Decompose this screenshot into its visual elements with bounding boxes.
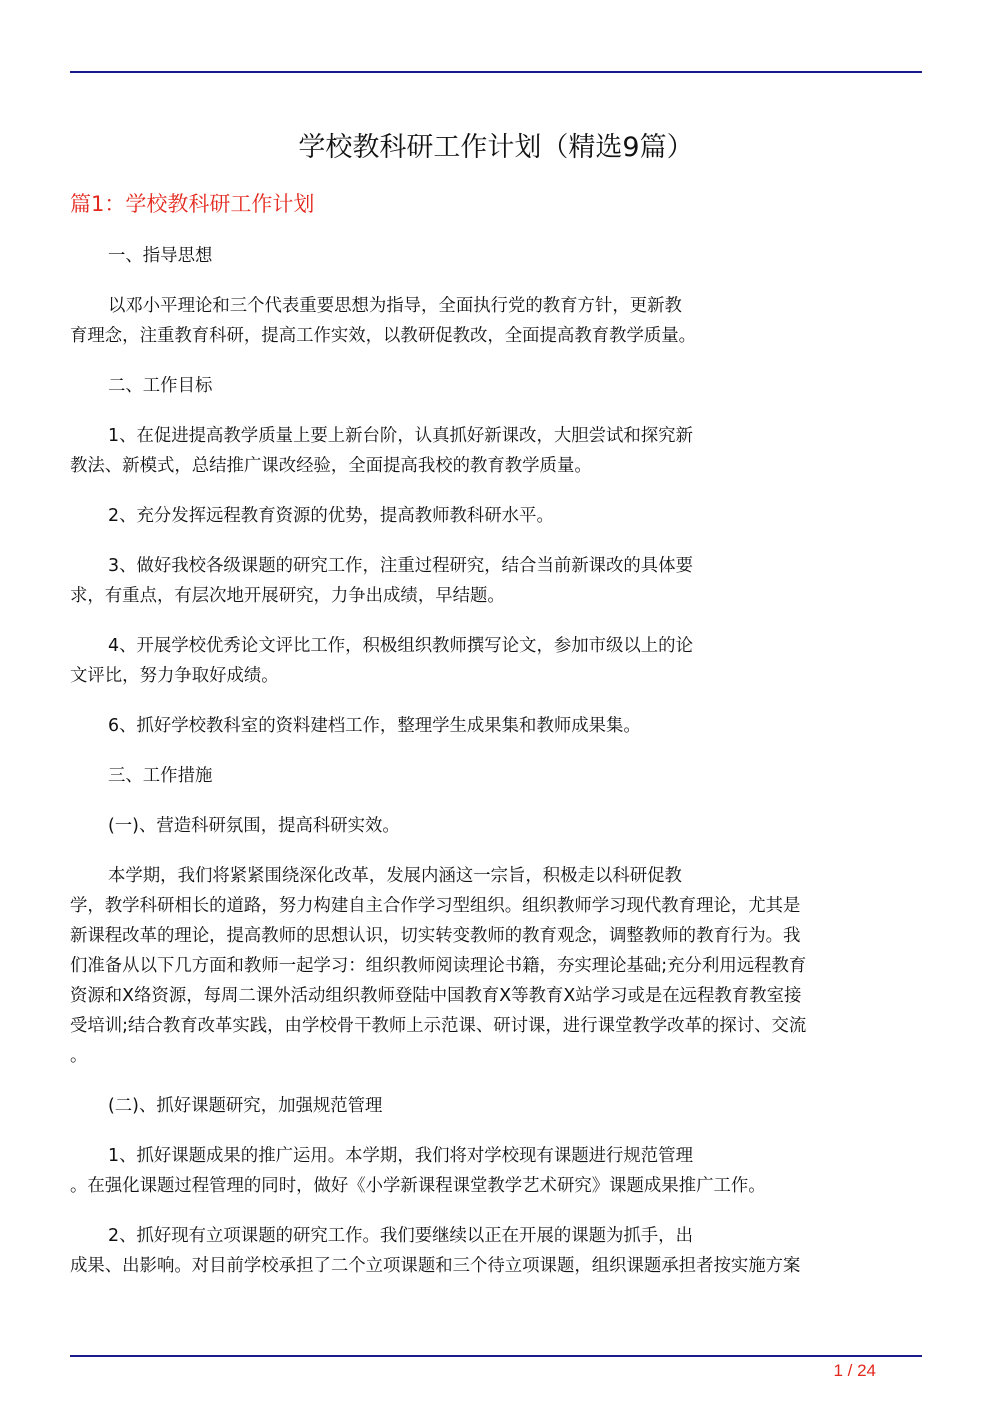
section-heading: 篇1：学校教科研工作计划 (70, 192, 315, 216)
text-line: 教法、新模式，总结推广课改经验，全面提高我校的教育教学质量。 (70, 456, 592, 476)
footer-rule (70, 1355, 922, 1357)
paragraph (70, 761, 922, 791)
document-body (70, 241, 922, 1301)
paragraph (70, 631, 922, 691)
paragraph (70, 241, 922, 271)
text-line: 育理念，注重教育科研，提高工作实效，以教研促教改，全面提高教育教学质量。 (70, 326, 697, 346)
paragraph (70, 291, 922, 351)
page-number: 1 / 24 (833, 1361, 876, 1380)
text-line: 4、开展学校优秀论文评比工作，积极组织教师撰写论文，参加市级以上的论 (108, 636, 693, 656)
text-line: 受培训;结合教育改革实践，由学校骨干教师上示范课、研讨课，进行课堂教学改革的探讨、交流 (70, 1016, 807, 1036)
text-line: 二、工作目标 (108, 376, 213, 396)
paragraph (70, 811, 922, 841)
document-title: 学校教科研工作计划（精选9篇） (298, 132, 694, 163)
paragraph (70, 551, 922, 611)
text-line: 新课程改革的理论，提高教师的思想认识，切实转变教师的教育观念，调整教师的教育行为。我 (70, 926, 801, 946)
paragraph (70, 711, 922, 741)
text-line: 们准备从以下几方面和教师一起学习：组织教师阅读理论书籍，夯实理论基础;充分利用远程教育 (70, 956, 807, 976)
text-line: 1、抓好课题成果的推广运用。本学期，我们将对学校现有课题进行规范管理 (108, 1146, 693, 1166)
text-line: 6、抓好学校教科室的资料建档工作，整理学生成果集和教师成果集。 (108, 716, 641, 736)
text-line: 。在强化课题过程管理的同时，做好《小学新课程课堂教学艺术研究》课题成果推广工作。 (70, 1176, 766, 1196)
paragraph (70, 1141, 922, 1201)
paragraph (70, 501, 922, 531)
text-line: (二)、抓好课题研究，加强规范管理 (108, 1096, 383, 1116)
text-line: 3、做好我校各级课题的研究工作，注重过程研究，结合当前新课改的具体要 (108, 556, 693, 576)
text-line: 成果、出影响。对目前学校承担了二个立项课题和三个待立项课题，组织课题承担者按实施方案 (70, 1256, 801, 1276)
paragraph (70, 1091, 922, 1121)
header-rule (70, 71, 922, 73)
paragraph (70, 861, 922, 1071)
paragraph (70, 421, 922, 481)
text-line: 2、抓好现有立项课题的研究工作。我们要继续以正在开展的课题为抓手，出 (108, 1226, 693, 1246)
text-line: 本学期，我们将紧紧围绕深化改革，发展内涵这一宗旨，积极走以科研促教 (108, 866, 682, 886)
text-line: 一、指导思想 (108, 246, 213, 266)
text-line: 2、充分发挥远程教育资源的优势，提高教师教科研水平。 (108, 506, 554, 526)
text-line: 以邓小平理论和三个代表重要思想为指导，全面执行党的教育方针，更新教 (108, 296, 682, 316)
paragraph (70, 371, 922, 401)
paragraph (70, 1221, 922, 1281)
text-line: 三、工作措施 (108, 766, 213, 786)
text-line: 资源和X络资源，每周二课外活动组织教师登陆中国教育X等教育X站学习或是在远程教育教室接 (70, 986, 802, 1006)
text-line: (一)、营造科研氛围，提高科研实效。 (108, 816, 400, 836)
text-line: 学，教学科研相长的道路，努力构建自主合作学习型组织。组织教师学习现代教育理论，尤其是 (70, 896, 801, 916)
text-line: 。 (70, 1046, 88, 1066)
text-line: 1、在促进提高教学质量上要上新台阶，认真抓好新课改，大胆尝试和探究新 (108, 426, 693, 446)
text-line: 文评比，努力争取好成绩。 (70, 666, 279, 686)
text-line: 求，有重点，有层次地开展研究，力争出成绩，早结题。 (70, 586, 505, 606)
